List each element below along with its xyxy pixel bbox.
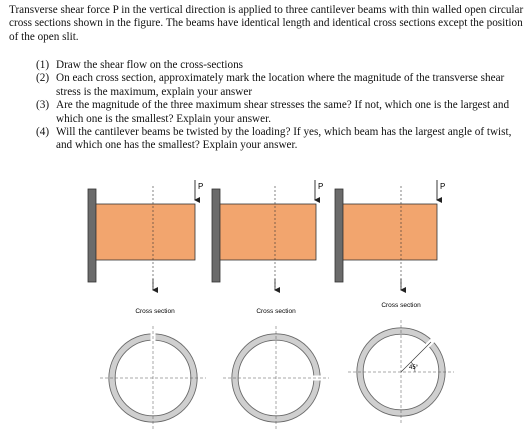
cross-section-label: Cross section (256, 308, 296, 315)
cross-section-label: Cross section (381, 302, 421, 309)
fixed-wall (335, 189, 343, 282)
cross-section-3 (348, 302, 454, 424)
beam-body (343, 204, 437, 260)
question-number: (1) (36, 59, 50, 71)
beam-body (96, 204, 195, 260)
load-label: P (318, 182, 324, 191)
question-number: (3) (36, 99, 50, 112)
angle-label: 45° (409, 365, 419, 371)
beam-body (220, 204, 316, 260)
question-text: On each cross section, approximately mark the location where the magnitude of the transverse shear stress is the maximum, explain your answer (56, 72, 505, 98)
load-label: P (198, 182, 204, 191)
cross-section-2 (223, 308, 329, 430)
cantilever-beam-3 (335, 180, 445, 290)
question-number: (4) (36, 126, 50, 139)
load-label: P (440, 182, 446, 191)
cantilever-beam-1 (88, 180, 203, 290)
question-number: (2) (36, 72, 50, 85)
cross-section-1 (100, 308, 206, 430)
fixed-wall (88, 189, 96, 282)
cantilever-beam-2 (212, 180, 323, 290)
question-text: Are the magnitude of the three maximum shear stresses the same? If not, which one is the largest and which one is the smallest? Explain your answer. (56, 99, 510, 125)
problem-intro: Transverse shear force P in the vertical direction is applied to three cantilever beams with thin walled open circular cross sections shown in the figure. The beams have identical length and identical cross sections except the position of the open slit. (9, 4, 524, 43)
fixed-wall (212, 189, 220, 282)
question-text: Will the cantilever beams be twisted by the loading? If yes, which beam has the largest angle of twist, and which one has the smallest? Explain your answer. (56, 126, 512, 152)
cross-section-label: Cross section (135, 308, 175, 315)
question-text: Draw the shear flow on the cross-sections (56, 59, 244, 71)
